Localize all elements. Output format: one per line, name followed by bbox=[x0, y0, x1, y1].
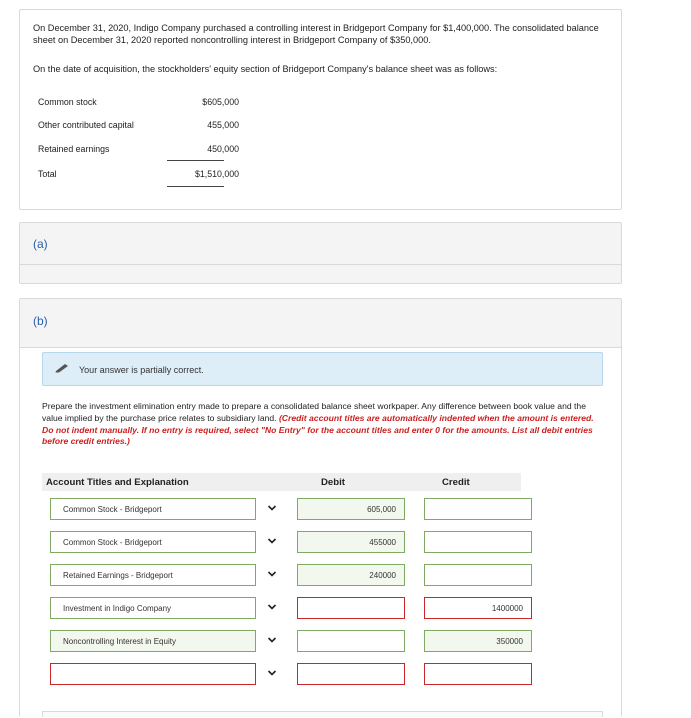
debit-input[interactable] bbox=[297, 630, 405, 652]
debit-input[interactable] bbox=[297, 498, 405, 520]
account-title: Noncontrolling Interest in Equity bbox=[63, 637, 176, 646]
equity-label: Common stock bbox=[38, 97, 97, 107]
equity-row-retained-earnings bbox=[38, 142, 253, 158]
part-a-header[interactable] bbox=[20, 223, 621, 265]
account-title: Investment in Indigo Company bbox=[63, 604, 172, 613]
debit-input[interactable] bbox=[297, 531, 405, 553]
account-select[interactable] bbox=[50, 630, 256, 652]
chevron-down-icon[interactable] bbox=[267, 503, 277, 513]
account-title: Retained Earnings - Bridgeport bbox=[63, 571, 173, 580]
problem-statement-card bbox=[19, 9, 622, 210]
part-b-body bbox=[20, 347, 621, 718]
debit-input[interactable] bbox=[297, 564, 405, 586]
account-select[interactable] bbox=[50, 498, 256, 520]
equity-row-common-stock bbox=[38, 95, 253, 111]
feedback-message: Your answer is partially correct. bbox=[79, 365, 204, 375]
account-select[interactable] bbox=[50, 663, 256, 685]
debit-value: 455000 bbox=[369, 538, 396, 547]
credit-input[interactable] bbox=[424, 597, 532, 619]
credit-input[interactable] bbox=[424, 531, 532, 553]
journal-row bbox=[50, 531, 520, 553]
part-a-card bbox=[19, 222, 622, 284]
equity-value: $605,000 bbox=[202, 97, 239, 107]
instructions-text: Prepare the investment elimination entry made to prepare a consolidated balance sheet workpaper. Any difference between book value and the value implied by the purchase price relates to subsidiary land. bbox=[42, 401, 586, 423]
equity-label: Other contributed capital bbox=[38, 120, 134, 130]
journal-row bbox=[50, 498, 520, 520]
credit-value: 1400000 bbox=[491, 604, 523, 613]
equity-label: Retained earnings bbox=[38, 144, 110, 154]
equity-label: Total bbox=[38, 169, 57, 179]
debit-value: 240000 bbox=[369, 571, 396, 580]
instructions-note: (Credit account titles are automatically indented when the amount is entered. Do not indent manually. If no entry is required, select "No Entry" for the account titles and enter 0 for the amounts. List all debit entries before credit entries.) bbox=[42, 412, 594, 447]
account-select[interactable] bbox=[50, 564, 256, 586]
debit-input[interactable] bbox=[297, 597, 405, 619]
credit-value: 350000 bbox=[496, 637, 523, 646]
feedback-banner bbox=[42, 352, 603, 386]
account-title: Common Stock - Bridgeport bbox=[63, 538, 162, 547]
journal-row bbox=[50, 663, 520, 685]
chevron-down-icon[interactable] bbox=[267, 569, 277, 579]
debit-input[interactable] bbox=[297, 663, 405, 685]
journal-table-header bbox=[42, 473, 521, 491]
total-double-rule bbox=[167, 186, 224, 187]
instructions bbox=[42, 401, 602, 448]
journal-row bbox=[50, 630, 523, 652]
problem-intro: On December 31, 2020, Indigo Company purchased a controlling interest in Bridgeport Company for $1,400,000. The consolidated balance sheet on December 31, 2020 reported noncontrolling interest in Bridgeport Company of $350,000. bbox=[33, 23, 599, 46]
journal-row bbox=[50, 564, 520, 586]
credit-input[interactable] bbox=[424, 663, 532, 685]
account-select[interactable] bbox=[50, 531, 256, 553]
credit-input[interactable] bbox=[424, 498, 532, 520]
chevron-down-icon[interactable] bbox=[267, 668, 277, 678]
part-b-label: (b) bbox=[33, 314, 48, 328]
subtotal-rule bbox=[167, 160, 224, 161]
chevron-down-icon[interactable] bbox=[267, 602, 277, 612]
part-a-label: (a) bbox=[33, 237, 48, 251]
header-account: Account Titles and Explanation bbox=[46, 477, 189, 488]
equity-row-other-contributed-capital bbox=[38, 118, 253, 134]
equity-value: 455,000 bbox=[207, 120, 239, 130]
pencil-icon bbox=[55, 363, 69, 373]
header-debit: Debit bbox=[321, 477, 345, 488]
part-b-card bbox=[19, 298, 622, 717]
journal-row bbox=[50, 597, 523, 619]
debit-value: 605,000 bbox=[367, 505, 396, 514]
credit-input[interactable] bbox=[424, 564, 532, 586]
equity-value: 450,000 bbox=[207, 144, 239, 154]
chevron-down-icon[interactable] bbox=[267, 536, 277, 546]
problem-intro-2: On the date of acquisition, the stockholders' equity section of Bridgeport Company's balance sheet was as follows: bbox=[33, 64, 498, 74]
part-b-header[interactable] bbox=[20, 299, 621, 347]
equity-row-total bbox=[38, 167, 253, 183]
account-select[interactable] bbox=[50, 597, 256, 619]
next-section-edge bbox=[42, 711, 603, 717]
equity-value: $1,510,000 bbox=[194, 169, 239, 179]
account-title: Common Stock - Bridgeport bbox=[63, 505, 162, 514]
chevron-down-icon[interactable] bbox=[267, 635, 277, 645]
credit-input[interactable] bbox=[424, 630, 532, 652]
header-credit: Credit bbox=[442, 477, 470, 488]
